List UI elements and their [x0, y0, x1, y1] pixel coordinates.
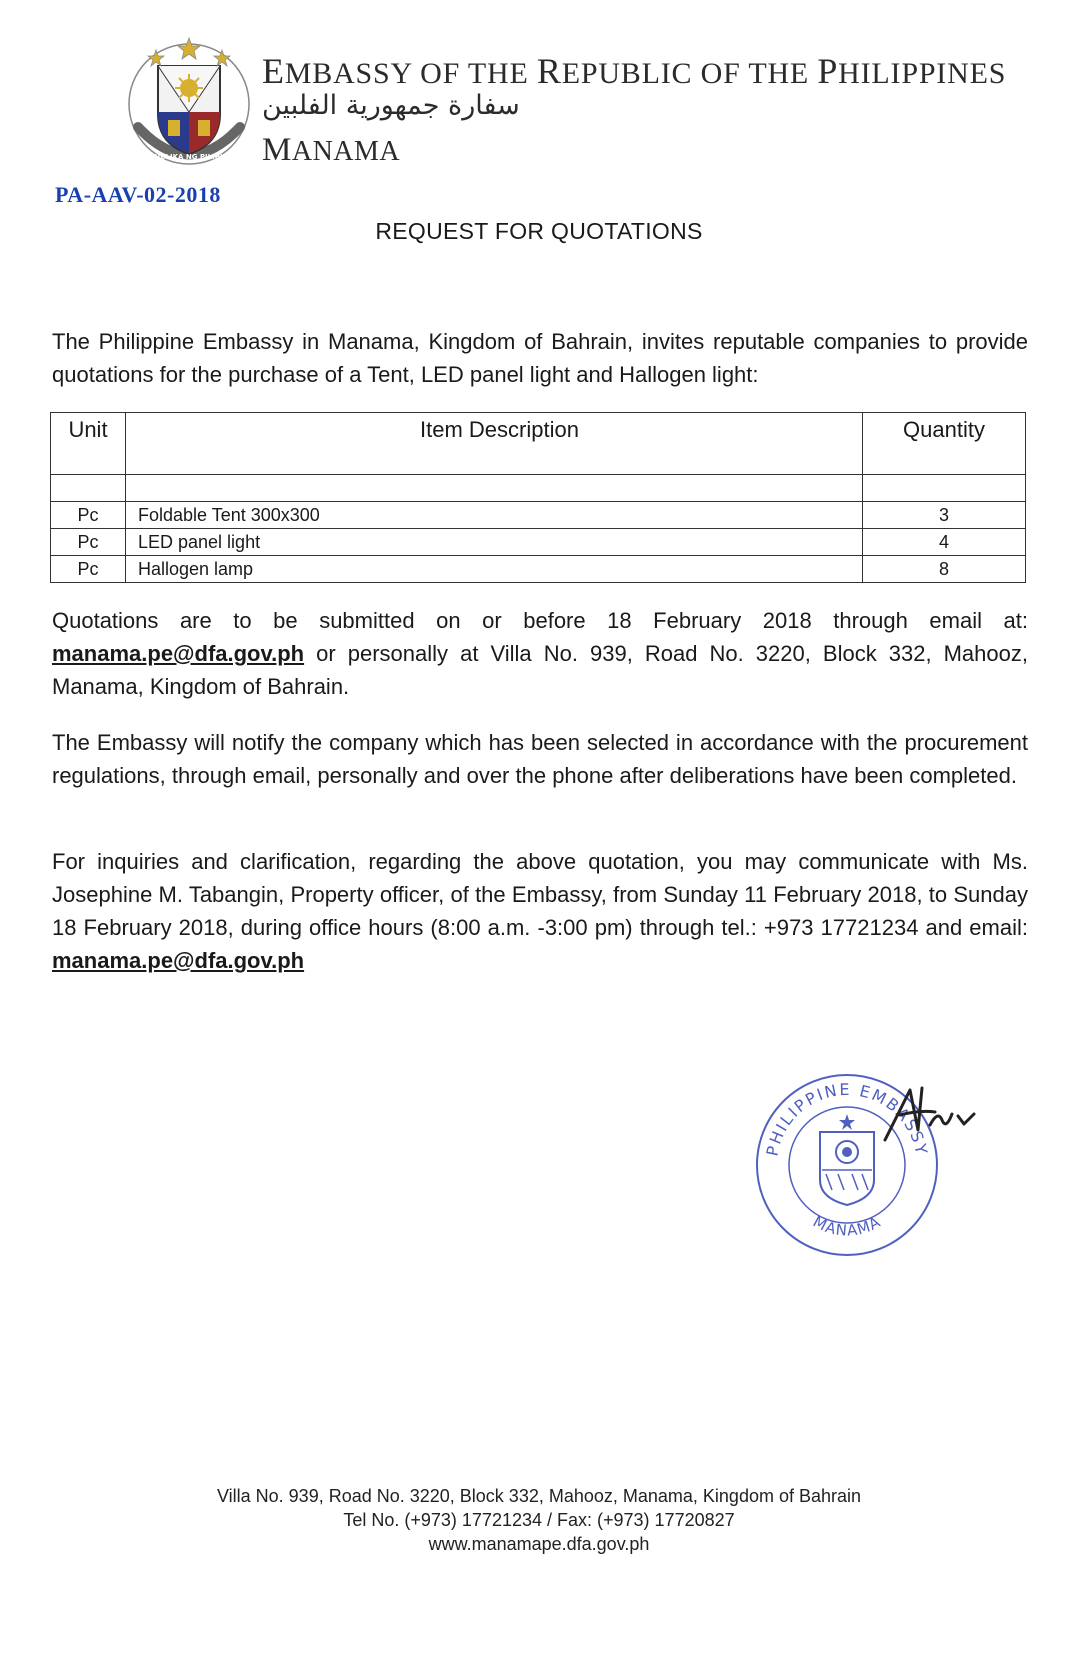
table-row	[51, 502, 1026, 529]
cell-description: LED panel light	[126, 529, 863, 556]
reference-number: PA-AAV-02-2018	[55, 182, 221, 207]
footer-address: Villa No. 939, Road No. 3220, Block 332, Mahooz, Manama, Kingdom of Bahrain	[216, 1486, 862, 1506]
table-header-row	[51, 413, 1026, 475]
document-title: REQUEST FOR QUOTATIONS	[375, 218, 703, 244]
cell-quantity: 3	[863, 502, 1026, 529]
notification-paragraph: The Embassy will notify the company which has been selected in accordance with the procurement regulations, through email, personally and over the phone after deliberations have been completed.	[52, 730, 1028, 788]
cell-unit: Pc	[51, 502, 126, 529]
email-link[interactable]: manama.pe@dfa.gov.ph	[52, 641, 305, 666]
header-embassy-name: EMBASSY OF THE REPUBLIC OF THE PHILIPPINES	[262, 51, 1007, 91]
table-row	[51, 529, 1026, 556]
table-row	[51, 556, 1026, 583]
seal-text: REPUBLIKA NG PILIPINAS	[139, 153, 239, 161]
footer-website: www.manamape.dfa.gov.ph	[428, 1534, 650, 1554]
table-spacer	[51, 475, 1026, 502]
footer-phone: Tel No. (+973) 17721234 / Fax: (+973) 17720827	[343, 1510, 735, 1530]
cell-description: Foldable Tent 300x300	[126, 502, 863, 529]
embassy-seal-logo	[120, 32, 258, 170]
signature	[880, 1070, 980, 1150]
intro-paragraph: The Philippine Embassy in Manama, Kingdom of Bahrain, invites reputable companies to provide quotations for the purchase of a Tent, LED panel light and Hallogen light:	[52, 329, 1028, 387]
svg-text:MANAMA	[810, 1213, 884, 1240]
stamp-top-text: PHILIPPINE EMBASSY	[762, 1079, 932, 1158]
cell-quantity: 8	[863, 556, 1026, 583]
stamp-bottom-text: MANAMA	[810, 1212, 884, 1240]
header-unit: Unit	[51, 413, 126, 475]
cell-description: Hallogen lamp	[126, 556, 863, 583]
email-link[interactable]: manama.pe@dfa.gov.ph	[52, 948, 305, 973]
inquiries-paragraph: For inquiries and clarification, regarding the above quotation, you may communicate with Ms. Josephine M. Tabangin, Property officer, of the Embassy, from Sunday 11 February 2018, to Sunday 18 February 2018, during office hours (8:00 a.m. -3:00 pm) through tel.: +973 17721234 and email: manama.pe@dfa.gov.ph	[52, 849, 1028, 973]
cell-unit: Pc	[51, 556, 126, 583]
items-table	[50, 412, 1026, 583]
cell-quantity: 4	[863, 529, 1026, 556]
header-quantity: Quantity	[863, 413, 1026, 475]
header-description: Item Description	[126, 413, 863, 475]
cell-unit: Pc	[51, 529, 126, 556]
header-arabic-name: سفارة جمهورية الفلبين	[262, 90, 520, 121]
header-city: MANAMA	[262, 132, 401, 168]
quotations-paragraph: Quotations are to be submitted on or before 18 February 2018 through email at: manama.pe@dfa.gov.ph or personally at Villa No. 939, Road No. 3220, Block 332, Mahooz, Manama, Kingdom of Bahrain.	[52, 608, 1028, 699]
